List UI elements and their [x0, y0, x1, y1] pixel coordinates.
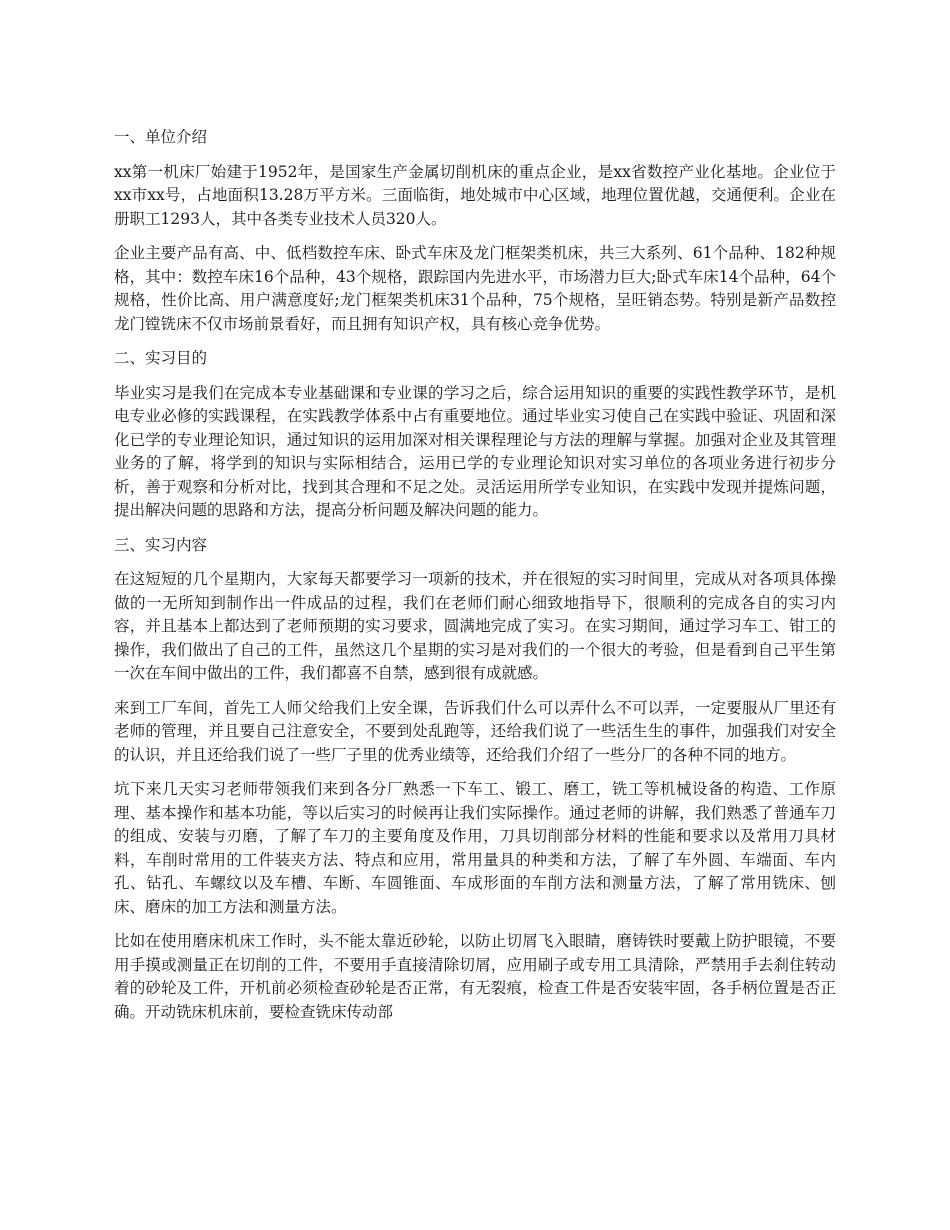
paragraph-content-4: 比如在使用磨床机床工作时，头不能太靠近砂轮，以防止切屑飞入眼睛，磨铸铁时要戴上防护眼镜，不要用手摸或测量正在切削的工件，不要用手直接清除切屑，应用刷子或专用工具清除，严禁用手去刹住转动着的砂轮及工件，开机前必须检查砂轮是否正常，有无裂痕，检查工件是否安装牢固，各手柄位置是否正确。开动铣床机床前，要检查铣床传动部	[114, 932, 836, 1021]
paragraph-purpose-1: 毕业实习是我们在完成本专业基础课和专业课的学习之后，综合运用知识的重要的实践性教学环节，是机电专业必修的实践课程，在实践教学体系中占有重要地位。通过毕业实习使自己在实践中验证、巩固和深化已学的专业理论知识，通过知识的运用加深对相关课程理论与方法的理解与掌握。加强对企业及其管理业务的了解，将学到的知识与实际相结合，运用已学的专业理论知识对实习单位的各项业务进行初步分析，善于观察和分析对比，找到其合理和不足之处。灵活运用所学专业知识，在实践中发现并提炼问题，提出解决问题的思路和方法，提高分析问题及解决问题的能力。	[114, 383, 836, 519]
paragraph-content-1: 在这短短的几个星期内，大家每天都要学习一项新的技术，并在很短的实习时间里，完成从对各项具体操做的一无所知到制作出一件成品的过程，我们在老师们耐心细致地指导下，很顺利的完成各自的实习内容，并且基本上都达到了老师预期的实习要求，圆满地完成了实习。在实习期间，通过学习车工、钳工的操作，我们做出了自己的工件，虽然这几个星期的实习是对我们的一个很大的考验，但是看到自己平生第一次在车间中做出的工件，我们都喜不自禁，感到很有成就感。	[114, 570, 836, 682]
paragraph-unit-intro-1: xx第一机床厂始建于1952年，是国家生产金属切削机床的重点企业，是xx省数控产业化基地。企业位于xx市xx号，占地面积13.28万平方米。三面临街，地处城市中心区域，地理位置优越，交通便利。企业在册职工1293人，其中各类专业技术人员320人。	[114, 162, 836, 228]
paragraph-unit-intro-2: 企业主要产品有高、中、低档数控车床、卧式车床及龙门框架类机床，共三大系列、61个品种、182种规格，其中：数控车床16个品种，43个规格，跟踪国内先进水平，市场潜力巨大;卧式车床14个品种，64个规格，性价比高、用户满意度好;龙门框架类机床31个品种，75个规格，呈旺销态势。特别是新产品数控龙门镗铣床不仅市场前景看好，而且拥有知识产权，具有核心竞争优势。	[114, 244, 836, 333]
section-heading-content: 三、实习内容	[114, 535, 208, 554]
section-heading-unit-intro: 一、单位介绍	[114, 128, 208, 146]
paragraph-content-2: 来到工厂车间，首先工人师父给我们上安全课，告诉我们什么可以弄什么不可以弄，一定要服从厂里还有老师的管理，并且要自己注意安全，不要到处乱跑等，还给我们说了一些活生生的事件，加强我们对安全的认识，并且还给我们说了一些厂子里的优秀业绩等，还给我们介绍了一些分厂的各种不同的地方。	[114, 698, 836, 764]
section-heading-purpose: 二、实习目的	[114, 349, 208, 367]
document-page	[114, 126, 836, 1035]
paragraph-content-3: 坑下来几天实习老师带领我们来到各分厂熟悉一下车工、锻工、磨工，铣工等机械设备的构造、工作原理、基本操作和基本功能，等以后实习的时候再让我们实际操作。通过老师的讲解，我们熟悉了普通车刀的组成、安装与刃磨，了解了车刀的主要角度及作用，刀具切削部分材料的性能和要求以及常用刀具材料，车削时常用的工件装夹方法、特点和应用，常用量具的种类和方法，了解了车外圆、车端面、车内孔、钻孔、车螺纹以及车槽、车断、车圆锥面、车成形面的车削方法和测量方法，了解了常用铣床、刨床、磨床的加工方法和测量方法。	[114, 780, 836, 916]
